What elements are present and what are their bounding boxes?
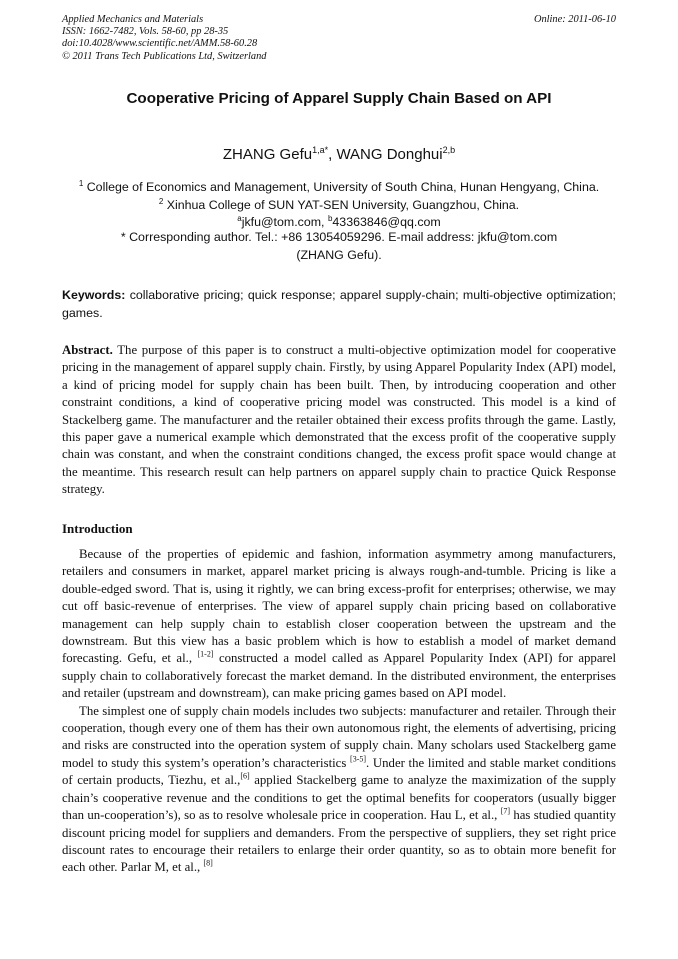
keywords-label: Keywords:: [62, 288, 126, 302]
section-heading: Introduction: [62, 521, 133, 536]
citation: [3-5]: [350, 754, 367, 764]
paragraph: [62, 703, 616, 877]
paper-title: Cooperative Pricing of Apparel Supply Chain Based on API: [126, 90, 552, 107]
paragraph-text: constructed a model called as Apparel Popularity Index (API) for apparel supply chain to collaboratively forecast the market demand. In the distributed environment, the enterprises and retailer (upstream and downstream), can make pricing games based on API model.: [62, 651, 616, 701]
author-name: WANG Donghui: [336, 146, 443, 163]
affiliation-1: [62, 176, 616, 195]
email-line: [62, 211, 616, 230]
journal-header: [62, 14, 616, 63]
affiliation-marker: 1: [78, 179, 84, 188]
corresponding-author-name: (ZHANG Gefu).: [296, 248, 382, 262]
citation: [8]: [203, 859, 213, 869]
issn-line: ISSN: 1662-7482, Vols. 58-60, pp 28-35: [62, 26, 229, 38]
email-text: jkfu@tom.com,: [241, 215, 328, 230]
keywords-block: [62, 286, 616, 322]
citation: [1-2]: [197, 650, 214, 660]
author-superscript: 1,a*: [312, 145, 329, 155]
citation: [6]: [240, 772, 250, 782]
affiliation-marker: 2: [158, 197, 164, 206]
keywords-text: collaborative pricing; quick response; apparel supply-chain; multi-objective optimization; games.: [62, 288, 616, 320]
journal-name: Applied Mechanics and Materials: [62, 14, 204, 25]
paragraph-text: . Under the limited and stable market conditions of certain products, Tiezhu, et al.,: [62, 755, 617, 788]
online-date: Online: 2011-06-10: [533, 14, 616, 25]
email-text: 43363846@qq.com: [332, 215, 441, 230]
abstract-text: The purpose of this paper is to construct a multi-objective optimization model for cooperative pricing in the management of apparel supply chain. Firstly, by using Apparel Popularity Index (API) model, a kind of pricing model for supply chain has been built. Then, by introducing cooperation and other constraint conditions, a kind of cooperative pricing model was constructed. This model is a kind of Stackelberg game. The manufacturer and the retailer obtained their excess profits through the game. Lastly, this paper gave a numerical example which demonstrated that the excess profit of the cooperative supply chain was constant, and when the constraint conditions changed, the excess profit space would change at the meantime. This research result can help partners on apparel supply chain to practice Quick Response strategy.: [62, 343, 616, 497]
email-marker: a: [237, 214, 242, 223]
author-line: [62, 145, 616, 163]
email-marker: b: [327, 214, 333, 223]
paragraph-text: applied Stackelberg game to analyze the maximization of the supply chain’s cooperative revenue and the conditions to get the optimal benefits for cooperators (usually bigger than un-cooperation’s), so as to resolve wholesale price in cooperation. Hau L, et al.,: [62, 773, 616, 823]
copyright-line: © 2011 Trans Tech Publications Ltd, Switzerland: [62, 50, 267, 62]
paragraph-text: Because of the properties of epidemic and fashion, information asymmetry among manufacturers, retailers and consumers in market, apparel market pricing is always rough-and-tumble. Pricing is like a double-edged sword. That is, using it rightly, we can bring excess-profit for enterprises; otherwise, we may cut off basic-revenue of enterprises. The view of apparel supply chain pricing based on collaborative management can help supply chain to establish closer cooperation between the upstream and the downstream. But this view has a basic problem which is how to establish a model of market demand forecasting. Gefu, et al.,: [62, 547, 616, 666]
introduction-body: [62, 546, 616, 877]
paragraph: [62, 546, 616, 703]
paragraph-text: The simplest one of supply chain models includes two subjects: manufacturer and retailer. Through their cooperation, though every one of them has their own autonomous right, the elements of advertising, pricing and risks are constructed into the operation system of supply chain. Many scholars used Stackelberg game model to study this system’s operation’s characteristics: [62, 703, 616, 770]
citation: [7]: [500, 806, 511, 816]
affiliation-text: College of Economics and Management, University of South China, Hunan Hengyang, China.: [83, 180, 600, 195]
author-separator: ,: [328, 146, 337, 163]
author-name: ZHANG Gefu: [222, 146, 313, 163]
paragraph-text: has studied quantity discount pricing model for suppliers and demanders. From the perspective of suppliers, they set right price discount rates to encourage their retailers to enlarge their order quantity, so as to obtain more benefit for each other. Parlar M, et al.,: [62, 808, 616, 875]
abstract-block: [62, 342, 616, 499]
abstract-label: Abstract.: [62, 343, 113, 357]
doi-line: doi:10.4028/www.scientific.net/AMM.58-60.28: [62, 38, 258, 50]
author-superscript: 2,b: [442, 145, 456, 155]
corresponding-author: * Corresponding author. Tel.: +86 13054059296. E-mail address: jkfu@tom.com: [120, 230, 558, 244]
affiliation-text: Xinhua College of SUN YAT-SEN University, Guangzhou, China.: [163, 198, 520, 213]
